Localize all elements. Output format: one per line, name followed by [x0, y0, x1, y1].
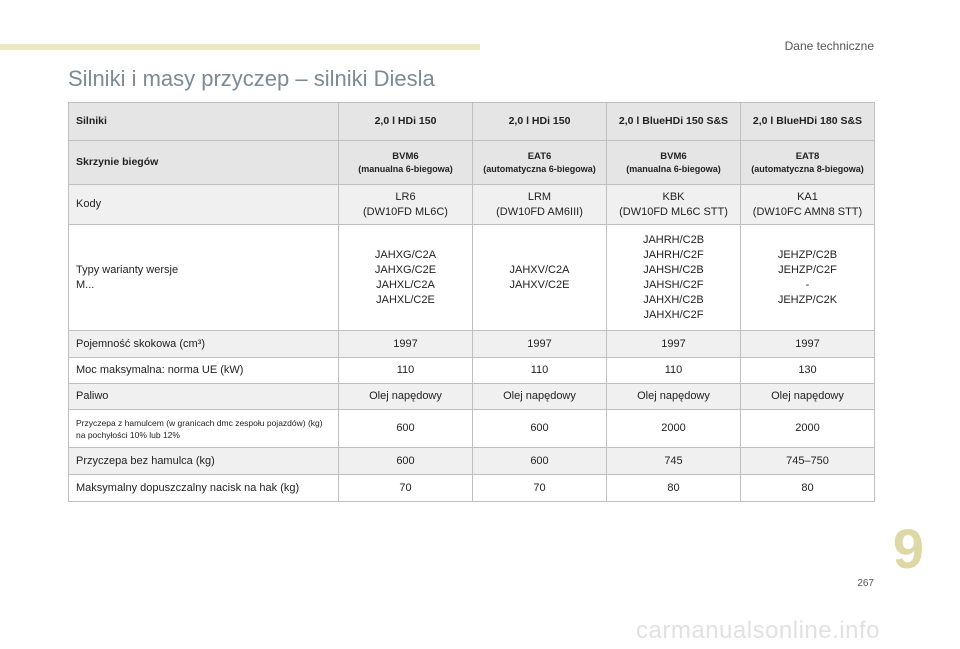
value-cell: 70: [473, 475, 607, 502]
gearbox-cell: [741, 141, 875, 185]
variant-code: JEHZP/C2B: [777, 248, 838, 261]
variant-code: JAHXH/C2F: [643, 308, 704, 321]
table-row-hitch-load: [69, 475, 875, 502]
row-label: Silniki: [69, 103, 339, 141]
table-row-variants: [69, 225, 875, 331]
watermark: carmanualsonline.info: [636, 617, 880, 644]
variant-code: JAHSH/C2F: [643, 278, 704, 291]
value-cell: 2000: [741, 410, 875, 448]
code-cell: [339, 185, 473, 225]
gearbox-name: EAT8: [795, 150, 820, 162]
gearbox-cell: [607, 141, 741, 185]
header-accent-bar: [0, 44, 480, 50]
value-cell: 1997: [339, 331, 473, 358]
row-label-line: M...: [76, 278, 95, 291]
code-cell: [607, 185, 741, 225]
row-label: Pojemność skokowa (cm³): [69, 331, 339, 358]
code-cell: [473, 185, 607, 225]
row-label: Moc maksymalna: norma UE (kW): [69, 358, 339, 384]
table-row-unbraked-trailer: [69, 448, 875, 475]
code-detail: (DW10FD ML6C): [363, 205, 448, 218]
value-cell: 80: [607, 475, 741, 502]
table-row-gearboxes: [69, 141, 875, 185]
value-cell: Olej napędowy: [741, 384, 875, 410]
section-label: Dane techniczne: [784, 39, 874, 53]
row-label: [69, 225, 339, 331]
value-cell: 80: [741, 475, 875, 502]
gearbox-type: (automatyczna 8-biegowa): [751, 163, 864, 174]
code-value: KA1: [797, 190, 818, 203]
engine-cell: 2,0 l BlueHDi 150 S&S: [607, 103, 741, 141]
code-detail: (DW10FD AM6III): [496, 205, 583, 218]
row-label: Skrzynie biegów: [69, 141, 339, 185]
gearbox-type: (automatyczna 6-biegowa): [483, 163, 596, 174]
gearbox-type: (manualna 6-biegowa): [626, 163, 721, 174]
value-cell: 1997: [473, 331, 607, 358]
row-label: Przyczepa bez hamulca (kg): [69, 448, 339, 475]
gearbox-name: EAT6: [527, 150, 552, 162]
row-label: Kody: [69, 185, 339, 225]
gearbox-type: (manualna 6-biegowa): [358, 163, 453, 174]
variant-cell: [339, 225, 473, 331]
engine-cell: 2,0 l HDi 150: [473, 103, 607, 141]
value-cell: 600: [339, 448, 473, 475]
value-cell: 600: [473, 448, 607, 475]
page-title: Silniki i masy przyczep – silniki Diesla: [68, 66, 435, 91]
table-row-braked-trailer: [69, 410, 875, 448]
chapter-number: 9: [892, 517, 924, 580]
variant-code: JAHXL/C2E: [376, 293, 435, 306]
variant-code: JEHZP/C2F: [778, 263, 837, 276]
row-label: [69, 410, 339, 448]
code-cell: [741, 185, 875, 225]
table-row-codes: [69, 185, 875, 225]
value-cell: 110: [607, 358, 741, 384]
engine-spec-table: [68, 102, 875, 502]
code-value: LR6: [395, 190, 416, 203]
variant-cell: [607, 225, 741, 331]
code-value: KBK: [662, 190, 685, 203]
variant-cell: [473, 225, 607, 331]
value-cell: Olej napędowy: [607, 384, 741, 410]
value-cell: Olej napędowy: [473, 384, 607, 410]
value-cell: 600: [339, 410, 473, 448]
row-label: Maksymalny dopuszczalny nacisk na hak (kg): [69, 475, 339, 502]
value-cell: 2000: [607, 410, 741, 448]
engine-cell: 2,0 l BlueHDi 180 S&S: [741, 103, 875, 141]
engine-cell: 2,0 l HDi 150: [339, 103, 473, 141]
code-detail: (DW10FD ML6C STT): [619, 205, 728, 218]
value-cell: 110: [339, 358, 473, 384]
variant-code: JAHRH/C2B: [642, 233, 705, 246]
row-label-line: na pochyłości 10% lub 12%: [76, 429, 180, 440]
variant-code: -: [805, 278, 810, 291]
gearbox-cell: [473, 141, 607, 185]
variant-code: JAHXG/C2A: [374, 248, 437, 261]
variant-code: JEHZP/C2K: [777, 293, 838, 306]
row-label-line: Przyczepa z hamulcem (w granicach dmc zespołu pojazdów) (kg): [76, 417, 323, 428]
value-cell: Olej napędowy: [339, 384, 473, 410]
gearbox-cell: [339, 141, 473, 185]
variant-code: JAHXG/C2E: [374, 263, 437, 276]
gearbox-name: BVM6: [392, 150, 419, 162]
value-cell: 110: [473, 358, 607, 384]
variant-code: JAHXH/C2B: [643, 293, 704, 306]
value-cell: 130: [741, 358, 875, 384]
gearbox-name: BVM6: [660, 150, 687, 162]
table-row-displacement: [69, 331, 875, 358]
value-cell: 1997: [607, 331, 741, 358]
value-cell: 600: [473, 410, 607, 448]
row-label-line: Typy warianty wersje: [76, 263, 179, 276]
variant-code: JAHSH/C2B: [643, 263, 704, 276]
variant-cell: [741, 225, 875, 331]
row-label: Paliwo: [69, 384, 339, 410]
variant-code: JAHXV/C2A: [509, 263, 570, 276]
value-cell: 1997: [741, 331, 875, 358]
page-number: 267: [857, 578, 874, 589]
code-value: LRM: [527, 190, 552, 203]
variant-code: JAHXV/C2E: [509, 278, 570, 291]
code-detail: (DW10FC AMN8 STT): [752, 205, 863, 218]
value-cell: 745–750: [741, 448, 875, 475]
variant-code: JAHRH/C2F: [643, 248, 704, 261]
table-row-engines: [69, 103, 875, 141]
value-cell: 745: [607, 448, 741, 475]
value-cell: 70: [339, 475, 473, 502]
table-row-fuel: [69, 384, 875, 410]
variant-code: JAHXL/C2A: [376, 278, 435, 291]
table-row-max-power: [69, 358, 875, 384]
